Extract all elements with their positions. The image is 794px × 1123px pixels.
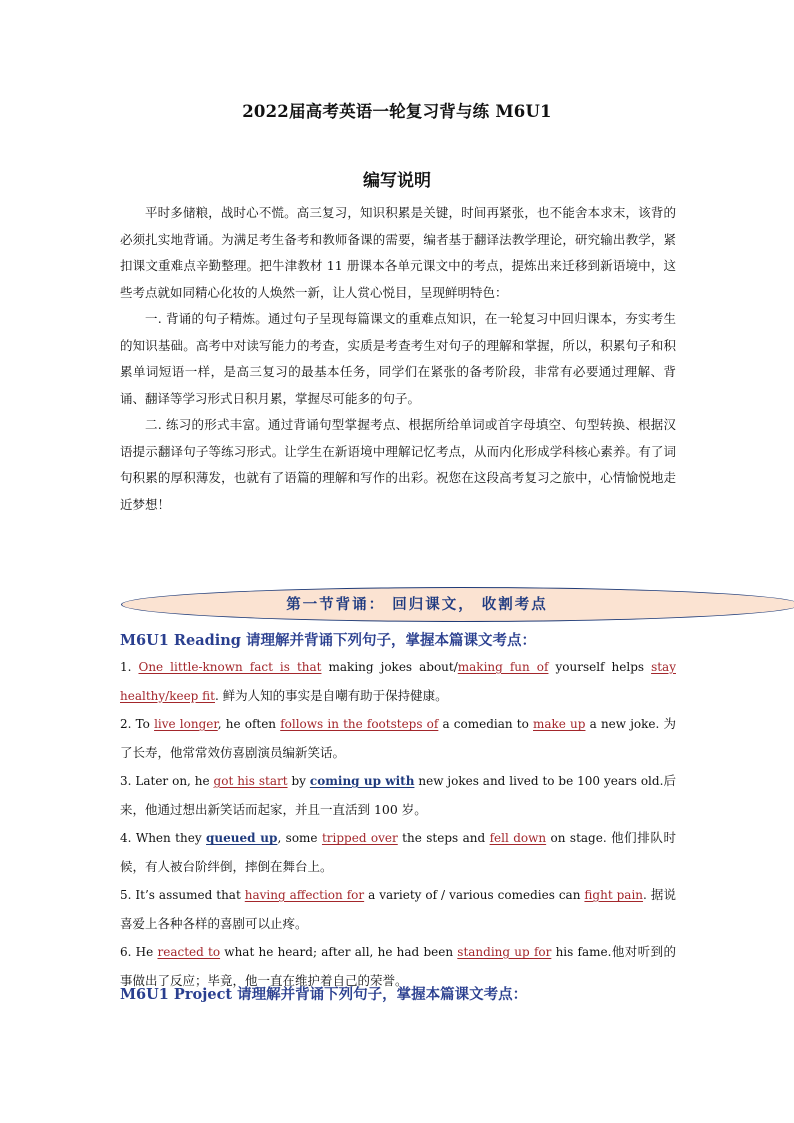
sentence-text: the steps and	[397, 831, 490, 845]
key-phrase: live longer	[154, 717, 218, 731]
key-phrase: make up	[533, 717, 586, 731]
item-number: 5. It’s assumed that	[120, 888, 245, 902]
sentence-text: a new joke.	[585, 717, 664, 731]
sentence-text: .	[215, 688, 223, 703]
sentence-text: .	[643, 888, 651, 902]
sentence-text: by	[287, 774, 310, 788]
item-number: 1.	[120, 660, 139, 674]
chinese-translation: 后来，他通过想出新笑话而起家，并且一直活到 100 岁。	[120, 773, 677, 817]
chinese-translation: 鲜为人知的事实是自嘲有助于保持健康。	[222, 687, 448, 703]
sentence-text: new jokes and lived to be 100 years old.	[414, 774, 664, 788]
chinese-translation: 据说喜爱上各种各样的喜剧可以止疼。	[120, 887, 676, 931]
sentence-text: a variety of / various comedies can	[364, 888, 585, 902]
sentence-text: his fame.	[551, 945, 612, 959]
project-heading: M6U1 Project 请理解并背诵下列句子，掌握本篇课文考点：	[120, 986, 528, 1003]
reading-heading: M6U1 Reading 请理解并背诵下列句子，掌握本篇课文考点：	[120, 632, 536, 649]
sentence-item	[120, 710, 676, 767]
section-banner-text: 第一节背诵： 回归课文， 收割考点	[286, 596, 548, 613]
key-phrase: fell down	[489, 831, 547, 845]
key-phrase: One little-known fact is that	[138, 660, 322, 674]
item-number: 4. When they	[120, 831, 207, 845]
sentence-text: yourself helps	[548, 660, 652, 674]
sentence-text: making jokes about/	[321, 660, 458, 674]
chinese-translation: 他们排队时候，有人被台阶绊倒，摔倒在舞台上。	[120, 830, 676, 874]
key-phrase: follows in the footsteps of	[280, 717, 439, 731]
intro-paragraph: 平时多储粮，战时心不慌。高三复习，知识积累是关键，时间再紧张，也不能舍本求末，该背的必须扎实地背诵。为满足考生备考和教师备课的需要，编者基于翻译法教学理论，研究输出教学，紧扣课文重难点辛勤整理。把牛津教材 11 册课本各单元课文中的考点，提炼出来迁移到新语境中，这些考点就如同精心化妆的人焕然一新，让人赏心悦目，呈现鲜明特色：	[120, 205, 676, 300]
item-number: 2. To	[120, 717, 155, 731]
sentence-text: on stage.	[546, 831, 612, 845]
sentence-item	[120, 824, 676, 881]
key-phrase: stay healthy/keep fit	[120, 660, 676, 703]
sentence-text: what he heard; after all, he had been	[220, 945, 458, 959]
sentence-text: a comedian to	[438, 717, 533, 731]
intro-paragraph: 二. 练习的形式丰富。通过背诵句型掌握考点、根据所给单词或首字母填空、句型转换、根据汉语提示翻译句子等练习形式。让学生在新语境中理解记忆考点，从而内化形成学科核心素养。有了词句积累的厚积薄发，也就有了语篇的理解和写作的出彩。祝您在这段高考复习之旅中，心情愉悦地走近梦想！	[120, 417, 676, 512]
page-title: 2022届高考英语一轮复习背与练 M6U1	[242, 102, 552, 121]
key-phrase: queued up	[206, 831, 278, 845]
intro-paragraph: 一. 背诵的句子精炼。通过句子呈现每篇课文的重难点知识，在一轮复习中回归课本，夯实考生的知识基础。高考中对读写能力的考查，实质是考查考生对句子的理解和掌握，所以，积累句子和积累单词短语一样，是高三复习的最基本任务，同学们在紧张的备考阶段，非常有必要通过理解、背诵、翻译等学习形式日积月累，掌握尽可能多的句子。	[120, 311, 676, 406]
sentence-text: , he often	[217, 717, 281, 731]
chinese-translation: 他对听到的事做出了反应；毕竟，他一直在维护着自己的荣誉。	[120, 944, 676, 988]
key-phrase: tripped over	[321, 831, 398, 845]
key-phrase: making fun of	[457, 660, 549, 674]
sentence-item	[120, 654, 676, 710]
section-subtitle: 编写说明	[363, 171, 431, 191]
intro-text	[120, 200, 676, 518]
key-phrase: standing up for	[457, 945, 552, 959]
sentence-text: , some	[277, 831, 322, 845]
sentence-item	[120, 881, 676, 938]
item-number: 3. Later on, he	[120, 774, 214, 788]
sentence-list	[120, 654, 676, 995]
key-phrase: coming up with	[309, 774, 415, 788]
key-phrase: fight pain	[584, 888, 644, 902]
key-phrase: reacted to	[157, 945, 221, 959]
chinese-translation: 为了长寿，他常常效仿喜剧演员编新笑话。	[120, 716, 677, 760]
key-phrase: got his start	[213, 774, 288, 788]
item-number: 6. He	[120, 945, 158, 959]
sentence-item	[120, 767, 676, 824]
key-phrase: having affection for	[244, 888, 365, 902]
